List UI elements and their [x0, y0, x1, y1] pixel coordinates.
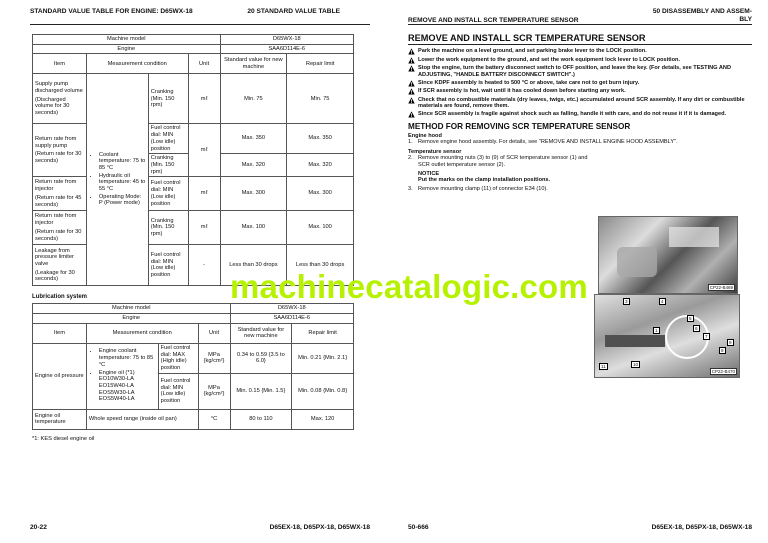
row-limit: Max. 320 [287, 154, 354, 177]
watermark: machinecatalogic.com [230, 268, 588, 305]
right-header-section: 50 DISASSEMBLY AND ASSEM- BLY [652, 8, 752, 23]
warning-item: Since KDPF assembly is heated to 500 °C or above, take care not to get burn injury. [408, 80, 752, 87]
temperature-sensor-heading: Temperature sensor [408, 148, 462, 155]
engine-photo-1 [598, 216, 738, 294]
row-unit: MPa {kg/cm²} [198, 373, 230, 409]
warning-item: Since SCR assembly is fragile against shock such as falling, handle it with care, and do not reuse it if it is damaged. [408, 111, 752, 118]
row-standard: Max. 320 [220, 154, 287, 177]
engine-label: Engine [33, 44, 221, 54]
callout-label: 5 [689, 316, 692, 321]
callout-label: 9 [729, 340, 732, 345]
warning-item: Check that no combustible materials (dry leaves, twigs, etc.) accumulated around SCR assembly. If any dirt or combustible materials are found, remove them. [408, 97, 752, 110]
lubrication-standard-value-table [32, 303, 354, 429]
callout-label: 1 [655, 328, 658, 333]
fuel-standard-value-table [32, 34, 354, 286]
row-limit: Max. 300 [287, 177, 354, 211]
col-repair-limit: Repair limit [287, 54, 354, 74]
engine-photo-2 [594, 294, 740, 378]
left-footer-models: D65EX-18, D65PX-18, D65WX-18 [269, 524, 370, 531]
right-footer-models: D65EX-18, D65PX-18, D65WX-18 [651, 524, 752, 531]
oil-temperature-item: Engine oil temperature [33, 409, 87, 429]
photo-2-ref: CP22-B470 [711, 369, 735, 374]
row-standard: 80 to 110 [230, 409, 292, 429]
col-unit: Unit [198, 323, 230, 343]
engine-hood-heading: Engine hood [408, 133, 442, 140]
callout-label: 8 [721, 348, 724, 353]
row-standard: Less than 30 drops [220, 245, 287, 286]
row-condition: Fuel control dial: MIN (Low idle) position [158, 373, 198, 409]
col-condition: Measurement condition [86, 54, 188, 74]
right-header-title: REMOVE AND INSTALL SCR TEMPERATURE SENSOR [408, 17, 579, 24]
callout-label: 4 [661, 299, 664, 304]
condition-bullet: • Engine oil (*1) EO10W30-LA EO15W40-LA EOS5W30-LA EOS5W40-LA [99, 370, 156, 404]
callout-label: 6 [695, 326, 698, 331]
row-limit: Less than 30 drops [287, 245, 354, 286]
warning-icon [408, 48, 415, 55]
col-repair-limit: Repair limit [292, 323, 354, 343]
photo-1-ref: CP22-B469 [709, 285, 733, 290]
right-footer-page: 50-666 [408, 524, 429, 531]
engine-value: SAA6D114E-6 [230, 314, 354, 324]
row-limit: Max. 100 [287, 211, 354, 245]
step-3: 3. Remove mounting clamp (11) of connector E34 (10). [408, 185, 548, 192]
warning-icon [408, 57, 415, 64]
row-unit: MPa {kg/cm²} [198, 343, 230, 373]
condition-bullet: • Hydraulic oil temperature: 45 to 55 °C [99, 173, 146, 193]
callout-label: 7 [705, 334, 708, 339]
machine-model-value: D65WX-18 [230, 304, 354, 314]
row-standard: Max. 350 [220, 124, 287, 154]
left-header [30, 8, 370, 25]
row-standard: Min. 0.15 {Min. 1.5} [230, 373, 292, 409]
method-title: METHOD FOR REMOVING SCR TEMPERATURE SENSOR [408, 122, 631, 132]
row-condition: Fuel control dial: MIN (Low idle) position [148, 245, 188, 286]
row-condition: Fuel control dial: MIN (Low idle) position [148, 124, 188, 154]
row-unit: - [188, 245, 220, 286]
col-unit: Unit [188, 54, 220, 74]
row-condition: Fuel control dial: MAX (High idle) position [158, 343, 198, 373]
step-2: 2. Remove mounting nuts (3) to (9) of SCR temperature sensor (1) and SCR outlet temperature sensor (2). [408, 154, 588, 168]
table-row-item: Supply pump discharged volume (Discharged volume for 30 seconds) [33, 74, 87, 124]
oil-conditions [86, 343, 158, 409]
row-limit: Min. 0.21 {Min. 2.1} [292, 343, 354, 373]
warning-icon [408, 80, 415, 87]
footnote: *1: KES diesel engine oil [32, 435, 95, 442]
notice-text: Put the marks on the clamp installation positions. [418, 177, 551, 184]
row-standard: Max. 100 [220, 211, 287, 245]
row-standard: Min. 75 [220, 74, 287, 124]
col-condition: Measurement condition [86, 323, 198, 343]
warning-list [408, 48, 752, 118]
row-limit: Max. 350 [287, 124, 354, 154]
table-row-item: Return rate from injector (Return rate for 30 seconds) [33, 211, 87, 245]
step-1: 1. Remove engine hood assembly. For details, see "REMOVE AND INSTALL ENGINE HOOD ASSEMBLY". [408, 139, 678, 146]
left-header-title: STANDARD VALUE TABLE FOR ENGINE: D65WX-18 [30, 8, 193, 15]
right-header [408, 8, 752, 25]
warning-item: Stop the engine, turn the battery disconnect switch to OFF position, and leave the key. (For details, see TESTING AND ADJUSTING, "HANDLE BATTERY DISCONNECT SWITCH".) [408, 65, 752, 78]
engine-label: Engine [33, 314, 231, 324]
row-condition: Cranking (Min. 150 rpm) [148, 211, 188, 245]
machine-model-value: D65WX-18 [220, 35, 353, 45]
machine-model-label: Machine model [33, 304, 231, 314]
col-item: Item [33, 323, 87, 343]
row-condition: Whole speed range (inside oil pan) [86, 409, 198, 429]
lubrication-system-title: Lubrication system [32, 294, 88, 301]
row-unit: °C [198, 409, 230, 429]
row-unit: mℓ [188, 74, 220, 124]
warning-item: Lower the work equipment to the ground, and set the work equipment lock lever to LOCK position. [408, 57, 752, 64]
machine-model-label: Machine model [33, 35, 221, 45]
callout-label: 10 [633, 362, 639, 367]
engine-value: SAA6D114E-6 [220, 44, 353, 54]
row-limit: Min. 75 [287, 74, 354, 124]
col-standard: Standard value for new machine [220, 54, 287, 74]
left-footer-page: 20-22 [30, 524, 47, 531]
col-item: Item [33, 54, 87, 74]
warning-item: Park the machine on a level ground, and set parking brake lever to the LOCK position. [408, 48, 752, 55]
col-standard: Standard value for new machine [230, 323, 292, 343]
row-unit: mℓ [188, 177, 220, 211]
callout-label: 3 [625, 299, 628, 304]
common-conditions [86, 74, 148, 286]
warning-icon [408, 97, 415, 104]
row-limit: Max. 120 [292, 409, 354, 429]
row-limit: Min. 0.08 {Min. 0.8} [292, 373, 354, 409]
warning-icon [408, 65, 415, 72]
table-row-item: Return rate from injector (Return rate for 45 seconds) [33, 177, 87, 211]
row-standard: 0.34 to 0.59 {3.5 to 6.0} [230, 343, 292, 373]
warning-icon [408, 111, 415, 118]
notice-label: NOTICE [418, 171, 440, 178]
warning-icon [408, 88, 415, 95]
table-row-item: Leakage from pressure limiter valve (Leakage for 30 seconds) [33, 245, 87, 286]
oil-pressure-item: Engine oil pressure [33, 343, 87, 409]
row-condition: Cranking (Min. 150 rpm) [148, 154, 188, 177]
row-condition: Fuel control dial: MIN (Low idle) position [148, 177, 188, 211]
row-unit: mℓ [188, 211, 220, 245]
row-standard: Max. 300 [220, 177, 287, 211]
condition-bullet: • Operating Mode: P (Power mode) [99, 194, 146, 207]
callout-label: 11 [601, 364, 606, 369]
left-header-section: 20 STANDARD VALUE TABLE [247, 8, 340, 15]
section-title: REMOVE AND INSTALL SCR TEMPERATURE SENSOR [408, 33, 752, 45]
row-condition: Cranking (Min. 150 rpm) [148, 74, 188, 124]
table-row-item: Return rate from supply pump (Return rate for 30 seconds) [33, 124, 87, 177]
procedure-text [408, 133, 678, 192]
warning-item: If SCR assembly is hot, wait until it has cooled down before starting any work. [408, 88, 752, 95]
condition-bullet: • Engine coolant temperature: 75 to 85 °C [99, 348, 156, 368]
condition-bullet: • Coolant temperature: 75 to 85 °C [99, 152, 146, 172]
row-unit: mℓ [188, 124, 220, 177]
